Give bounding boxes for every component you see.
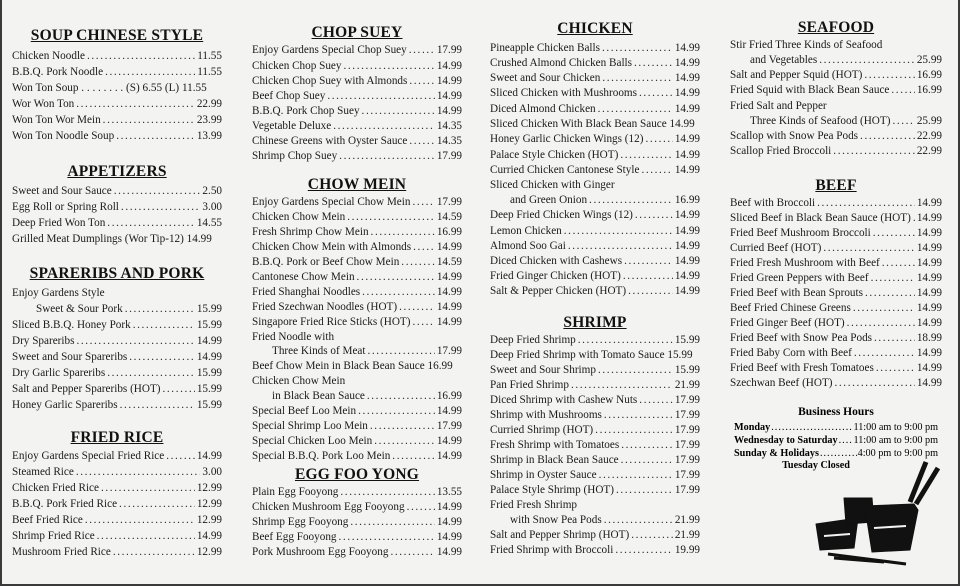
menu-item: Fried Shanghai Noodles ..... 14.99 — [252, 285, 462, 300]
menu-item: Shrimp Fried Rice ..... 14.99 — [12, 529, 222, 544]
menu-item: B.B.Q. Pork Fried Rice ..... 12.99 — [12, 497, 222, 512]
menu-item: Fried Fresh Mushroom with Beef ..... 14.99 — [730, 256, 942, 271]
menu-item: Shrimp Egg Fooyong ..... 14.99 — [252, 515, 462, 530]
menu-item: Special Shrimp Loo Mein ..... 17.99 — [252, 419, 462, 434]
menu-item: Mushroom Fried Rice ..... 12.99 — [12, 545, 222, 560]
menu-item: Chicken Noodle ..... 11.55 — [12, 49, 222, 64]
menu-item: Crushed Almond Chicken Balls ..... 14.99 — [490, 56, 700, 71]
menu-item-line: Fried Fresh Shrimp — [490, 499, 578, 511]
menu-item: Singapore Fried Rice Sticks (HOT) ..... 14.99 — [252, 315, 462, 330]
menu-item: Shrimp with Mushrooms ..... 17.99 — [490, 408, 700, 423]
menu-item: Enjoy Gardens Special Fried Rice ..... 14.99 — [12, 449, 222, 464]
menu-item: Dry Garlic Spareribs ..... 15.99 — [12, 366, 222, 381]
section-title-fried-rice: FRIED RICE — [70, 429, 164, 446]
menu-item: Deep Fried Chicken Wings (12) ..... 14.99 — [490, 208, 700, 223]
menu-item: Fried Szechwan Noodles (HOT) ..... 14.99 — [252, 300, 462, 315]
menu-item: Vegetable Deluxe ..... 14.35 — [252, 119, 462, 134]
menu-item: Beef Fried Rice ..... 12.99 — [12, 513, 222, 528]
menu-item: Chinese Greens with Oyster Sauce ..... 14.35 — [252, 134, 462, 149]
menu-item: Three Kinds of Seafood (HOT) ..... 25.99 — [730, 114, 942, 129]
menu-item: Fried Beef with Bean Sprouts ..... 14.99 — [730, 286, 942, 301]
menu-item-line: Chicken Chow Mein — [252, 375, 346, 387]
menu-item: Lemon Chicken ..... 14.99 — [490, 224, 700, 239]
menu-item-line: Stir Fried Three Kinds of Seafood — [730, 39, 883, 51]
menu-item: Fried Beef Mushroom Broccoli ..... 14.99 — [730, 226, 942, 241]
menu-item: Won Ton Noodle Soup ..... 13.99 — [12, 129, 222, 144]
menu-item: Three Kinds of Meat ..... 17.99 — [252, 344, 462, 359]
menu-item: Fried Squid with Black Bean Sauce ..... 16.99 — [730, 83, 942, 98]
menu-item: Sweet and Sour Sauce ..... 2.50 — [12, 184, 222, 199]
menu-item-line: Enjoy Gardens Style — [12, 287, 105, 299]
menu-item: Salt and Pepper Shrimp (HOT) ..... 21.99 — [490, 528, 700, 543]
menu-item: B.B.Q. Pork Chop Suey ..... 14.99 — [252, 104, 462, 119]
menu-item: Pineapple Chicken Balls ..... 14.99 — [490, 41, 700, 56]
menu-item: Honey Garlic Spareribs ..... 15.99 — [12, 398, 222, 413]
section-title-spareribs: SPARERIBS AND PORK — [29, 265, 205, 282]
menu-item: Sliced B.B.Q. Honey Pork ..... 15.99 — [12, 318, 222, 333]
menu-item: Fried Beef with Fresh Tomatoes ..... 14.99 — [730, 361, 942, 376]
menu-item: Dry Spareribs ..... 14.99 — [12, 334, 222, 349]
menu-item: Scallop with Snow Pea Pods ..... 22.99 — [730, 129, 942, 144]
menu-item: Beef Fried Chinese Greens ..... 14.99 — [730, 301, 942, 316]
menu-item: Shrimp Chop Suey ..... 17.99 — [252, 149, 462, 164]
menu-item: Fried Ginger Beef (HOT) ..... 14.99 — [730, 316, 942, 331]
menu-item: Egg Roll or Spring Roll ..... 3.00 — [12, 200, 222, 215]
section-title-shrimp: SHRIMP — [563, 314, 627, 331]
business-hours-title: Business Hours — [798, 406, 874, 418]
menu-item: Deep Fried Shrimp ..... 15.99 — [490, 333, 700, 348]
menu-item: Beef Chop Suey ..... 14.99 — [252, 89, 462, 104]
menu-item: Palace Style Chicken (HOT) ..... 14.99 — [490, 148, 700, 163]
menu-item: Fresh Shrimp Chow Mein ..... 16.99 — [252, 225, 462, 240]
menu-item: Palace Style Shrimp (HOT) ..... 17.99 — [490, 483, 700, 498]
menu-item: Diced Chicken with Cashews ..... 14.99 — [490, 254, 700, 269]
menu-item: Plain Egg Fooyong ..... 13.55 — [252, 485, 462, 500]
menu-item: Szechwan Beef (HOT) ..... 14.99 — [730, 376, 942, 391]
menu-item: Shrimp in Oyster Sauce ..... 17.99 — [490, 468, 700, 483]
menu-item: in Black Bean Sauce ..... 16.99 — [252, 389, 462, 404]
menu-item: Chicken Fried Rice ..... 12.99 — [12, 481, 222, 496]
menu-item: Special B.B.Q. Pork Loo Mein ..... 14.99 — [252, 449, 462, 464]
menu-item: Steamed Rice ..... 3.00 — [12, 465, 222, 480]
menu-item: Enjoy Gardens Special Chow Mein ..... 17.99 — [252, 195, 462, 210]
menu-item: Scallop Fried Broccoli ..... 22.99 — [730, 144, 942, 159]
menu-item: Sweet and Sour Chicken ..... 14.99 — [490, 71, 700, 86]
section-title-seafood: SEAFOOD — [797, 19, 875, 36]
menu-item: Sweet and Sour Spareribs ..... 14.99 — [12, 350, 222, 365]
menu-item: Chicken Chop Suey ..... 14.99 — [252, 59, 462, 74]
closed-notice: Tuesday Closed — [782, 460, 850, 471]
menu-item: Fried Beef with Snow Pea Pods ..... 18.99 — [730, 331, 942, 346]
menu-item: Chicken Chow Mein ..... 14.59 — [252, 210, 462, 225]
menu-item: Pork Mushroom Egg Fooyong ..... 14.99 — [252, 545, 462, 560]
menu-item: Sliced Chicken with Mushrooms ..... 14.99 — [490, 86, 700, 101]
menu-item: Chicken Mushroom Egg Fooyong ..... 14.99 — [252, 500, 462, 515]
menu-item: Pan Fried Shrimp ..... 21.99 — [490, 378, 700, 393]
menu-item: B.B.Q. Pork Noodle ..... 11.55 — [12, 65, 222, 80]
menu-item: Diced Shrimp with Cashew Nuts ..... 17.99 — [490, 393, 700, 408]
menu-item: Curried Beef (HOT) ..... 14.99 — [730, 241, 942, 256]
menu-item: Enjoy Gardens Special Chop Suey ..... 17.99 — [252, 43, 462, 58]
menu-item: with Snow Pea Pods ..... 21.99 — [490, 513, 700, 528]
section-title-chow-mein: CHOW MEIN — [307, 176, 407, 193]
menu-item: Deep Fried Shrimp with Tomato Sauce 15.99 — [490, 349, 693, 361]
hours-row: Sunday & Holidays ..... 4:00 pm to 9:00 pm — [734, 447, 938, 460]
menu-item: Grilled Meat Dumplings (Wor Tip-12) 14.99 — [12, 233, 212, 245]
section-title-chop-suey: CHOP SUEY — [311, 24, 403, 41]
menu-item: Chicken Chop Suey with Almonds ..... 14.99 — [252, 74, 462, 89]
menu-item: Sliced Chicken With Black Bean Sauce 14.99 — [490, 118, 695, 130]
menu-item: Fried Ginger Chicken (HOT) ..... 14.99 — [490, 269, 700, 284]
menu-item: Sweet and Sour Shrimp ..... 15.99 — [490, 363, 700, 378]
menu-item: Almond Soo Gai ..... 14.99 — [490, 239, 700, 254]
section-title-chicken: CHICKEN — [557, 20, 633, 37]
menu-item: Honey Garlic Chicken Wings (12) ..... 14.99 — [490, 132, 700, 147]
takeout-box-chopsticks-icon — [814, 458, 942, 566]
menu-item: Beef Chow Mein in Black Bean Sauce 16.99 — [252, 360, 453, 372]
menu-item: Salt and Pepper Spareribs (HOT) ..... 15.99 — [12, 382, 222, 397]
menu-item: Fried Shrimp with Broccoli ..... 19.99 — [490, 543, 700, 558]
menu-item: Sweet & Sour Pork ..... 15.99 — [12, 302, 222, 317]
menu-item: Diced Almond Chicken ..... 14.99 — [490, 102, 700, 117]
section-title-soup: SOUP CHINESE STYLE — [30, 27, 204, 44]
menu-item-line: Fried Salt and Pepper — [730, 100, 827, 112]
menu-item: Salt & Pepper Chicken (HOT) ..... 14.99 — [490, 284, 700, 299]
menu-item: Beef Egg Fooyong ..... 14.99 — [252, 530, 462, 545]
menu-item: Curried Chicken Cantonese Style ..... 14.99 — [490, 163, 700, 178]
menu-item: Fried Green Peppers with Beef ..... 14.99 — [730, 271, 942, 286]
hours-row: Monday ..... 11:00 am to 9:00 pm — [734, 421, 938, 434]
menu-item: Special Beef Loo Mein ..... 14.99 — [252, 404, 462, 419]
menu-item: Salt and Pepper Squid (HOT) ..... 16.99 — [730, 68, 942, 83]
menu-item: Chicken Chow Mein with Almonds ..... 14.99 — [252, 240, 462, 255]
menu-item: Won Ton Soup . . . . . . . . (S) 6.55 (L) 11.55 — [12, 82, 207, 94]
menu-item: Fried Baby Corn with Beef ..... 14.99 — [730, 346, 942, 361]
menu-item: B.B.Q. Pork or Beef Chow Mein ..... 14.59 — [252, 255, 462, 270]
menu-item: Special Chicken Loo Mein ..... 14.99 — [252, 434, 462, 449]
menu-item: Won Ton Wor Mein ..... 23.99 — [12, 113, 222, 128]
menu-item: Wor Won Ton ..... 22.99 — [12, 97, 222, 112]
section-title-appetizers: APPETIZERS — [67, 163, 167, 180]
hours-row: Wednesday to Saturday ..... 11:00 am to 9:00 pm — [734, 434, 938, 447]
menu-item: and Vegetables ..... 25.99 — [730, 53, 942, 68]
menu-item: Cantonese Chow Mein ..... 14.99 — [252, 270, 462, 285]
section-title-beef: BEEF — [815, 177, 857, 194]
menu-item: and Green Onion ..... 16.99 — [490, 193, 700, 208]
section-title-egg-foo-yong: EGG FOO YONG — [294, 466, 420, 483]
menu-item-line: Sliced Chicken with Ginger — [490, 179, 615, 191]
menu-item-line: Fried Noodle with — [252, 331, 335, 343]
menu-sheet — [2, 0, 958, 584]
menu-item: Beef with Broccoli ..... 14.99 — [730, 196, 942, 211]
menu-item: Curried Shrimp (HOT) ..... 17.99 — [490, 423, 700, 438]
menu-item: Deep Fried Won Ton ..... 14.55 — [12, 216, 222, 231]
menu-item: Sliced Beef in Black Bean Sauce (HOT) ..... 14.99 — [730, 211, 942, 226]
menu-item: Shrimp in Black Bean Sauce ..... 17.99 — [490, 453, 700, 468]
menu-item: Fresh Shrimp with Tomatoes ..... 17.99 — [490, 438, 700, 453]
